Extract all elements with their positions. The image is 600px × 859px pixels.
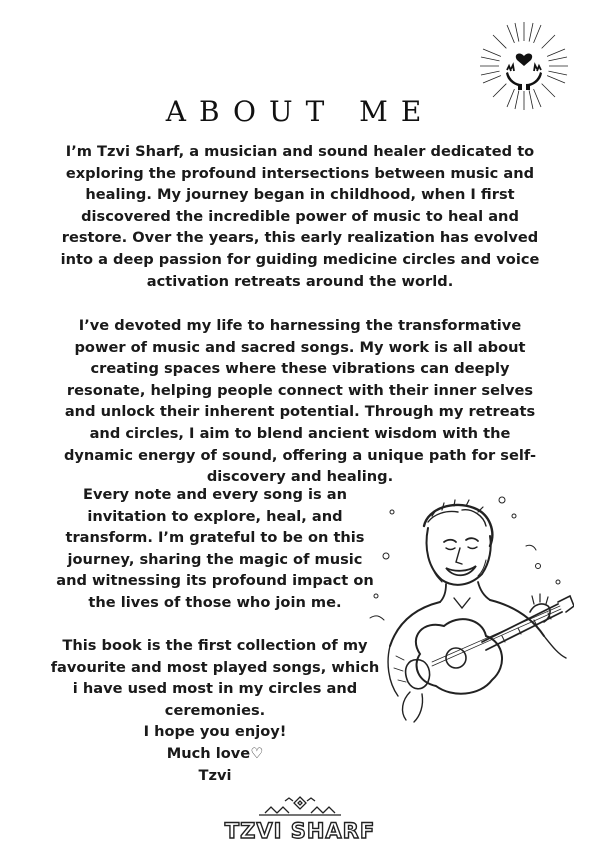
sign-off-line-1: I hope you enjoy! <box>143 723 287 741</box>
tribal-ornament-icon <box>255 795 345 817</box>
signature-name: Tzvi <box>198 766 232 784</box>
intro-paragraph: I’m Tzvi Sharf, a musician and sound healer dedicated to exploring the profound intersections between music and healing. My journey began in childhood, when I first discovered the incredible power of music to heal and restore. Over the years, this early realization has evolved into a deep passion for guiding medicine circles and voice activation retreats around the world. <box>60 143 540 290</box>
footer-logo <box>0 795 600 851</box>
page-title: ABOUT ME <box>165 94 435 128</box>
mission-paragraph: I’ve devoted my life to harnessing the transformative power of music and sacred songs. My work is all about creating spaces where these vibrations can deeply resonate, helping people connect with their inner selves and unlock their inherent potential. Through my retreats and circles, I aim to blend ancient wisdom with the dynamic energy of sound, offering a unique path for self-discovery and healing. <box>63 317 537 486</box>
gratitude-paragraph: Every note and every song is an invitation to explore, heal, and transform. I’m grateful to be on this journey, sharing the magic of music and witnessing its profound impact on the lives of those who join me. <box>56 486 374 611</box>
book-description: This book is the first collection of my favourite and most played songs, which i have used most in my circles and ceremonies. <box>50 637 380 719</box>
book-paragraph <box>50 635 380 786</box>
sign-off-line-2: Much love♡ <box>166 744 264 762</box>
footer-brand-name: TZVI SHARF <box>224 819 376 843</box>
guitarist-portrait-illustration <box>362 486 574 726</box>
